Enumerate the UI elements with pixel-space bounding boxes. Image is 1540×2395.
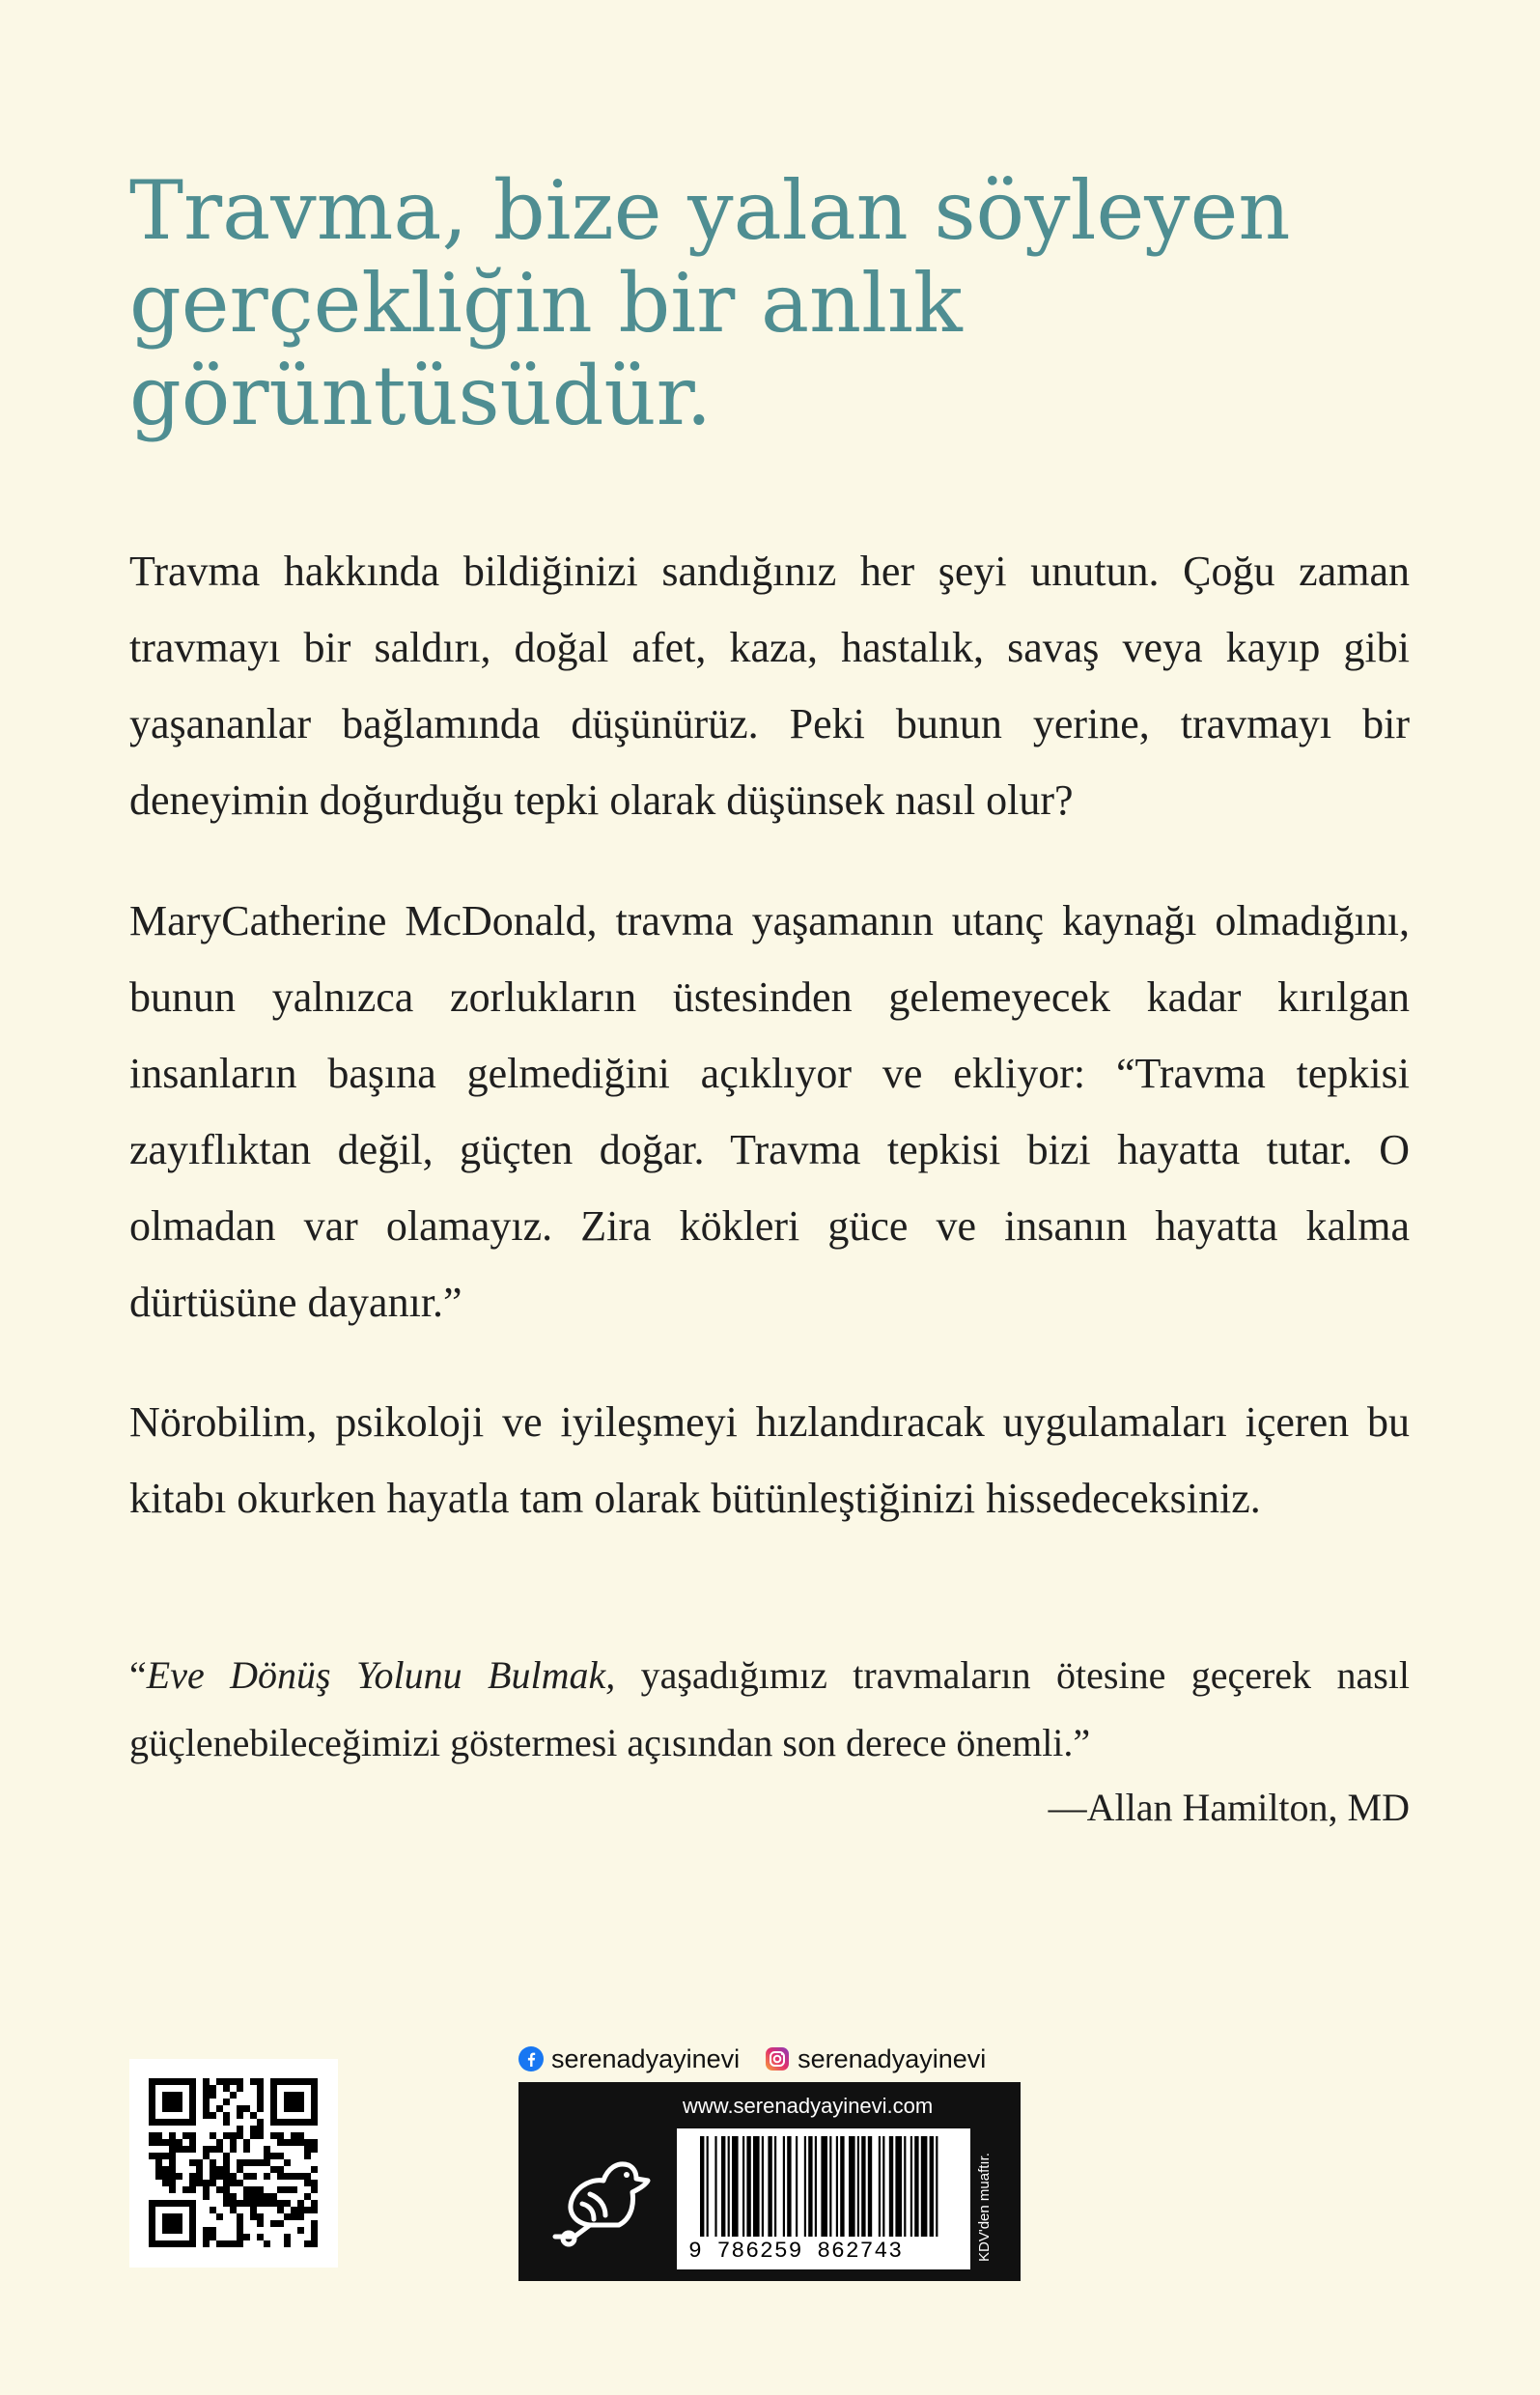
isbn-number: 9 786259 862743 (688, 2239, 904, 2264)
instagram-handle: serenadyayinevi (798, 2043, 987, 2073)
facebook-link[interactable] (518, 2044, 740, 2074)
quote-text: yaşadığımız travmaların ötesine geçerek nasıl güçlenebileceğimizi göstermesi açısından son derece önemli.” (129, 1653, 1410, 1764)
facebook-icon (518, 2046, 544, 2071)
quote-open-mark: “ (129, 1653, 147, 1697)
endorsement-quote (129, 1642, 1410, 1777)
quote-book-title: Eve Dönüş Yolunu Bulmak, (146, 1653, 616, 1697)
headline-line: Travma, bize yalan söyleyen (129, 163, 1291, 258)
qr-code-image (129, 2059, 338, 2268)
headline-line: görüntüsüdür. (129, 349, 713, 443)
qr-code[interactable] (129, 2059, 338, 2268)
instagram-icon (765, 2046, 790, 2071)
blurb-paragraph-1: Travma hakkında bildiğinizi sandığınız her şeyi unutun. Çoğu zaman travmayı bir saldırı, doğal afet, kaza, hastalık, savaş veya kayıp gibi yaşananlar bağlamında düşünürüz. Peki bunun yerine, travmayı bir deneyimin doğurduğu tepki olarak düşünsek nasıl olur? (129, 548, 1410, 824)
barcode (677, 2128, 970, 2269)
blurb-paragraph-3: Nörobilim, psikoloji ve iyileşmeyi hızlandıracak uygulamaları içeren bu kitabı okurken hayatla tam olarak bütünleştiğinizi hissedeceksiniz. (129, 1398, 1410, 1522)
facebook-handle: serenadyayinevi (551, 2043, 741, 2073)
social-links (518, 2038, 1011, 2080)
instagram-link[interactable] (765, 2044, 986, 2074)
website-link[interactable]: www.serenadyayinevi.com (683, 2094, 934, 2118)
headline-line: gerçekliğin bir anlık (129, 256, 963, 351)
quote-attribution: —Allan Hamilton, MD (1048, 1786, 1410, 1829)
publisher-panel (518, 2082, 1021, 2281)
headline (129, 164, 1385, 442)
barcode-bars (700, 2136, 947, 2237)
blurb-paragraph-2: MaryCatherine McDonald, travma yaşamanın utanç kaynağı olmadığını, bunun yalnızca zorlukların üstesinden gelemeyecek kadar kırılgan insanların başına gelmediğini açıklıyor ve ekliyor: “Travma tepkisi zayıflıktan değil, güçten doğar. Travma tepkisi bizi hayatta tutar. O olmadan var olamayız. Zira kökleri güce ve insanın hayatta kalma dürtüsüne dayanır.” (129, 897, 1410, 1326)
bird-logo-icon (546, 2152, 654, 2248)
vat-note: KDV'den muaftır. (976, 2153, 993, 2262)
